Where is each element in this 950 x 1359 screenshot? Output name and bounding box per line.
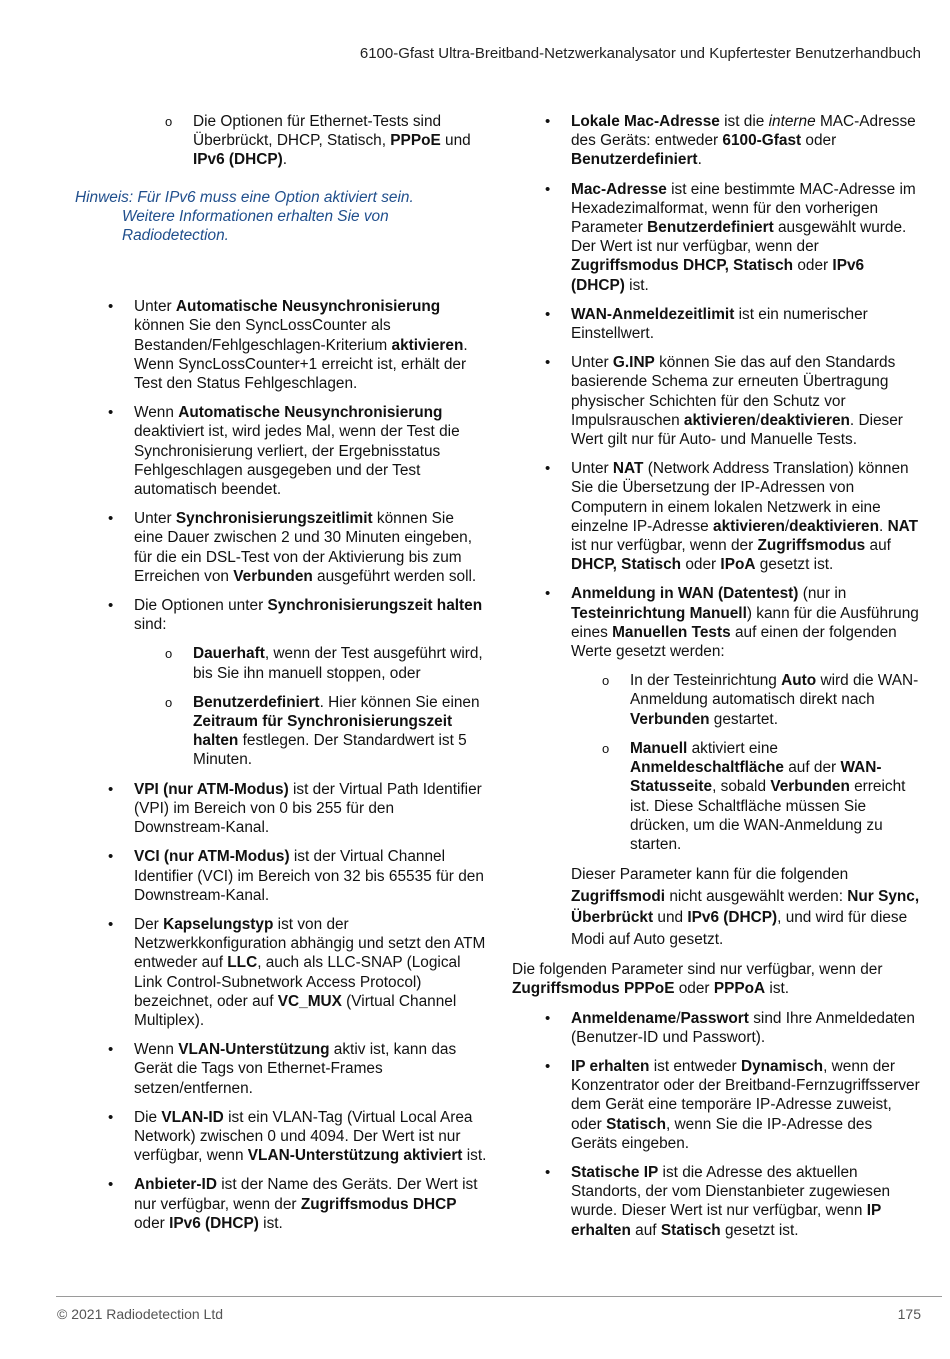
list-item-vlan-id: • Die VLAN-ID ist ein VLAN-Tag (Virtual Local Area Network) zwischen 0 und 4094. Der Wert ist nur verfügbar, wenn VLAN-Unterstützung aktiviert ist. (108, 1108, 487, 1165)
disc-bullet: • (545, 1009, 551, 1027)
disc-bullet: • (545, 180, 551, 198)
disc-bullet: • (108, 1108, 114, 1126)
list-item-wan-timeout: • WAN-Anmeldezeitlimit ist ein numerischer Einstellwert. (545, 305, 868, 343)
list-item-encapsulation: • Der Kapselungstyp ist von der Netzwerkkonfiguration abhängig und setzt den ATM entweder auf LLC, auch als LLC-SNAP (Logical Link Control-Subnetwork Access Protocol) bezeichnet, oder auf VC_MUX (Virtual Channel Multiplex). (108, 915, 486, 1029)
disc-bullet: • (108, 597, 114, 615)
list-item-mac: • Mac-Adresse ist eine bestimmte MAC-Adresse im Hexadezimalformat, wenn für den vorherigen Parameter Benutzerdefiniert ausgewählt wurde. Der Wert ist nur verfügbar, wenn der Zugriffsmodus DHCP, Statisch oder IPv6 (DHCP) ist. (545, 180, 916, 294)
disc-bullet: • (108, 404, 114, 422)
disc-bullet: • (108, 298, 114, 316)
list-item-vlan-support: • Wenn VLAN-Unterstützung aktiv ist, kann das Gerät die Tags von Ethernet-Frames setzen/entfernen. (108, 1041, 457, 1097)
disc-bullet: • (545, 1057, 551, 1075)
list-item-sync-hold-permanent: o Dauerhaft, wenn der Test ausgeführt wird, bis Sie ihn manuell stoppen, oder (165, 645, 483, 682)
list-item-local-mac: • Lokale Mac-Adresse ist die interne MAC-Adresse des Geräts: entweder 6100-Gfast oder Benutzerdefiniert. (545, 113, 916, 169)
list-item-sync-hold-custom: o Benutzerdefiniert. Hier können Sie einen Zeitraum für Synchronisierungszeit halten festlegen. Der Standardwert ist 5 Minuten. (165, 693, 480, 769)
list-item-vpi: • VPI (nur ATM-Modus) ist der Virtual Path Identifier (VPI) im Bereich von 0 bis 255 für den Downstream-Kanal. (108, 780, 482, 837)
list-item-login: • Anmeldename/Passwort sind Ihre Anmeldedaten (Benutzer-ID und Passwort). (545, 1009, 915, 1046)
page-number: 175 (897, 1306, 921, 1322)
list-item-vendor-id: • Anbieter-ID ist der Name des Geräts. Der Wert ist nur verfügbar, wenn der Zugriffsmodus DHCP oder IPv6 (DHCP) ist. (108, 1176, 478, 1232)
list-item-ethernet-options: o Die Optionen für Ethernet-Tests sind Überbrückt, DHCP, Statisch, PPPoE und IPv6 (DHCP). (165, 113, 471, 169)
footer-copyright: © 2021 Radiodetection Ltd (57, 1306, 223, 1322)
left-column (75, 112, 487, 1243)
disc-bullet: • (545, 113, 551, 130)
circle-bullet: o (602, 673, 610, 689)
circle-bullet: o (602, 740, 610, 756)
disc-bullet: • (545, 305, 551, 323)
list-item-wan-auto: o In der Testeinrichtung Auto wird die WAN-Anmeldung automatisch direkt nach Verbunden gestartet. (602, 672, 919, 728)
list-item-nat: • Unter NAT (Network Address Translation) können Sie die Übersetzung der IP-Adressen von Computern in einem lokalen Netzwerk in eine einzelne IP-Adresse aktivieren/deaktivieren. NAT ist nur verfügbar, wenn der Zugriffsmodus auf DHCP, Statisch oder IPoA gesetzt ist. (545, 460, 919, 574)
pppoe-intro: Die folgenden Parameter sind nur verfügbar, wenn der Zugriffsmodus PPPoE oder PPPoA ist. (512, 961, 883, 998)
circle-bullet: o (165, 694, 173, 710)
circle-bullet: o (165, 646, 173, 662)
list-item-auto-resync-off: • Wenn Automatische Neusynchronisierung deaktiviert ist, wird jedes Mal, wenn der Test die Synchronisierung verliert, der Ergebnisstatus Fehlgeschlagen ausgegeben und der Test automatisch beendet. (108, 404, 460, 499)
list-item-sync-hold: • Die Optionen unter Synchronisierungszeit halten sind: (108, 597, 483, 634)
disc-bullet: • (108, 510, 114, 528)
footer-divider (56, 1296, 942, 1297)
disc-bullet: • (108, 780, 114, 798)
disc-bullet: • (545, 585, 551, 603)
list-item-ginp: • Unter G.INP können Sie das auf den Standards basierende Schema zur erneuten Übertragung physischer Schichten für den Schutz vor Impulsrauschen aktivieren/deaktivieren. Dieser Wert gilt nur für Auto- und Manuelle Tests. (545, 354, 903, 449)
disc-bullet: • (108, 1041, 114, 1059)
circle-bullet: o (165, 114, 173, 129)
disc-bullet: • (545, 1163, 551, 1181)
disc-bullet: • (545, 460, 551, 478)
disc-bullet: • (545, 354, 551, 372)
running-header: 6100-Gfast Ultra-Breitband-Netzwerkanalysator und Kupfertester Benutzerhandbuch (359, 45, 921, 62)
disc-bullet: • (108, 915, 114, 933)
list-item-vci: • VCI (nur ATM-Modus) ist der Virtual Channel Identifier (VCI) im Bereich von 32 bis 65535 für den Downstream-Kanal. (108, 848, 484, 904)
list-item-sync-timelimit: • Unter Synchronisierungszeitlimit können Sie eine Dauer zwischen 2 und 30 Minuten eingeben, für die ein DSL-Test von der Aktivierung bis zum Erreichen von Verbunden ausgeführt werden soll. (108, 510, 477, 585)
list-item-auto-resync: • Unter Automatische Neusynchronisierung können Sie den SyncLossCounter als Bestanden/Fehlgeschlagen-Kriterium aktivieren. Wenn SyncLossCounter+1 erreicht ist, erhält der Test den Status Fehlgeschlagen. (108, 298, 468, 393)
list-item-static-ip: • Statische IP ist die Adresse des aktuellen Standorts, der vom Dienstanbieter zugewiesen wurde. Dieser Wert ist nur verfügbar, wenn IP erhalten auf Statisch gesetzt ist. (545, 1163, 891, 1239)
list-item-wan-manual: o Manuell aktiviert eine Anmeldeschaltfläche auf der WAN-Statusseite, sobald Verbunden erreicht ist. Diese Schaltfläche müssen Sie drücken, um die WAN-Anmeldung zu starten. (602, 739, 906, 853)
disc-bullet: • (108, 848, 114, 866)
ipv6-note: Hinweis: Für IPv6 muss eine Option aktiviert sein. Weitere Informationen erhalten Sie von Radiodetection. (75, 188, 414, 245)
right-column (512, 112, 922, 1250)
disc-bullet: • (108, 1176, 114, 1194)
access-mode-note: Dieser Parameter kann für die folgenden Zugriffsmodi nicht ausgewählt werden: Nur Sync, Überbrückt und IPv6 (DHCP), und wird für diese Modi auf Auto gesetzt. (571, 866, 920, 948)
list-item-wan-login: • Anmeldung in WAN (Datentest) (nur in Testeinrichtung Manuell) kann für die Ausführung eines Manuellen Tests auf einen der folgenden Werte gesetzt werden: (545, 585, 919, 661)
list-item-get-ip: • IP erhalten ist entweder Dynamisch, wenn der Konzentrator oder der Breitband-Fernzugriffsserver dem Gerät eine temporäre IP-Adresse zuweist, oder Statisch, wenn Sie die IP-Adresse des Geräts eingeben. (545, 1057, 920, 1152)
